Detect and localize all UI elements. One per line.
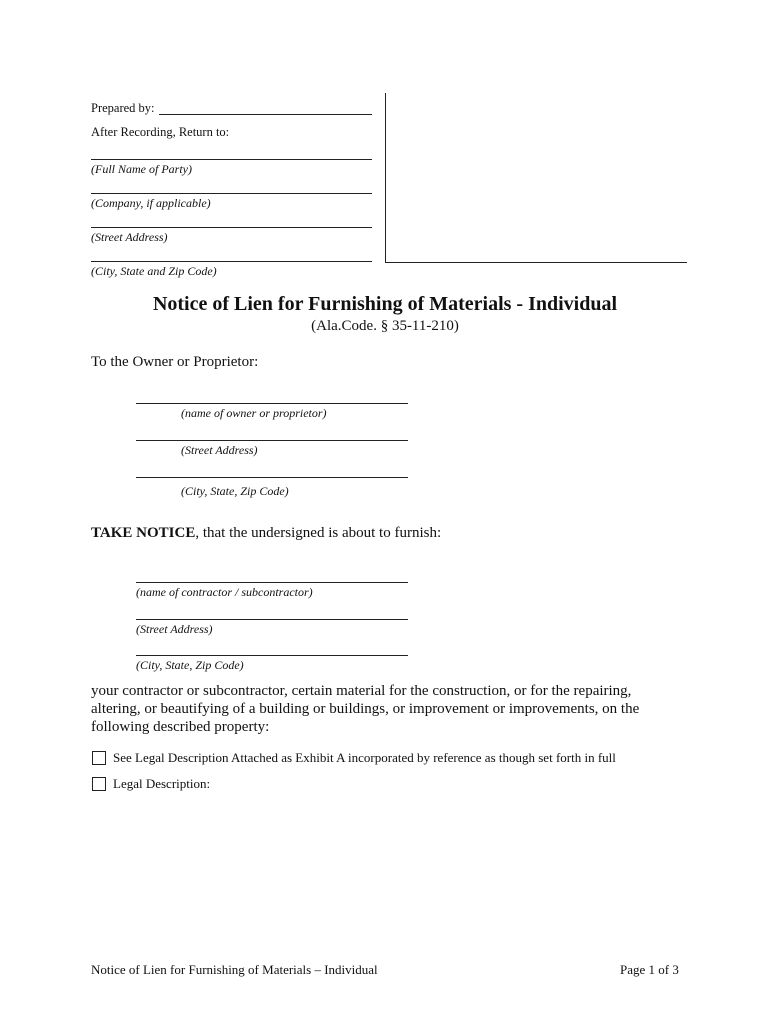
contractor-city-line[interactable]	[136, 655, 408, 656]
prepared-by-line[interactable]	[159, 114, 372, 115]
statute-citation: (Ala.Code. § 35-11-210)	[311, 318, 459, 334]
street-caption: (Street Address)	[91, 230, 168, 244]
contractor-street-caption: (Street Address)	[136, 622, 213, 636]
prepared-by-label: Prepared by:	[91, 101, 155, 115]
full-name-line[interactable]	[91, 159, 372, 160]
footer-title: Notice of Lien for Furnishing of Materials – Individual	[91, 962, 378, 977]
page-number: Page 1 of 3	[620, 962, 679, 977]
owner-name-line[interactable]	[136, 403, 408, 404]
recording-box-left-border	[385, 93, 386, 262]
company-line[interactable]	[91, 193, 372, 194]
company-caption: (Company, if applicable)	[91, 196, 211, 210]
owner-street-caption: (Street Address)	[181, 443, 258, 457]
exhibit-a-label: See Legal Description Attached as Exhibit A incorporated by reference as though set forth in full	[113, 750, 616, 765]
recording-box-bottom-border	[385, 262, 687, 263]
take-notice-rest: , that the undersigned is about to furnish:	[195, 525, 442, 541]
contractor-city-caption: (City, State, Zip Code)	[136, 658, 244, 672]
contractor-street-line[interactable]	[136, 619, 408, 620]
paragraph-line-1: your contractor or subcontractor, certain material for the construction, or for the repairing,	[91, 683, 632, 699]
full-name-caption: (Full Name of Party)	[91, 162, 192, 176]
paragraph-line-2: altering, or beautifying of a building or buildings, or improvement or improvements, on the	[91, 701, 640, 717]
city-line[interactable]	[91, 261, 372, 262]
document-title: Notice of Lien for Furnishing of Materials - Individual	[152, 293, 618, 315]
take-notice-sentence	[91, 524, 441, 543]
owner-city-caption: (City, State, Zip Code)	[181, 484, 289, 498]
legal-description-checkbox[interactable]	[92, 777, 106, 791]
contractor-name-line[interactable]	[136, 582, 408, 583]
legal-description-label: Legal Description:	[113, 776, 211, 791]
contractor-name-caption: (name of contractor / subcontractor)	[136, 585, 313, 599]
return-to-label: After Recording, Return to:	[91, 125, 230, 139]
owner-city-line[interactable]	[136, 477, 408, 478]
street-line[interactable]	[91, 227, 372, 228]
owner-salutation: To the Owner or Proprietor:	[91, 354, 259, 370]
city-caption: (City, State and Zip Code)	[91, 264, 217, 278]
paragraph-line-3: following described property:	[91, 719, 270, 735]
owner-name-caption: (name of owner or proprietor)	[181, 406, 327, 420]
exhibit-a-checkbox[interactable]	[92, 751, 106, 765]
owner-street-line[interactable]	[136, 440, 408, 441]
take-notice-bold: TAKE NOTICE	[91, 525, 196, 541]
